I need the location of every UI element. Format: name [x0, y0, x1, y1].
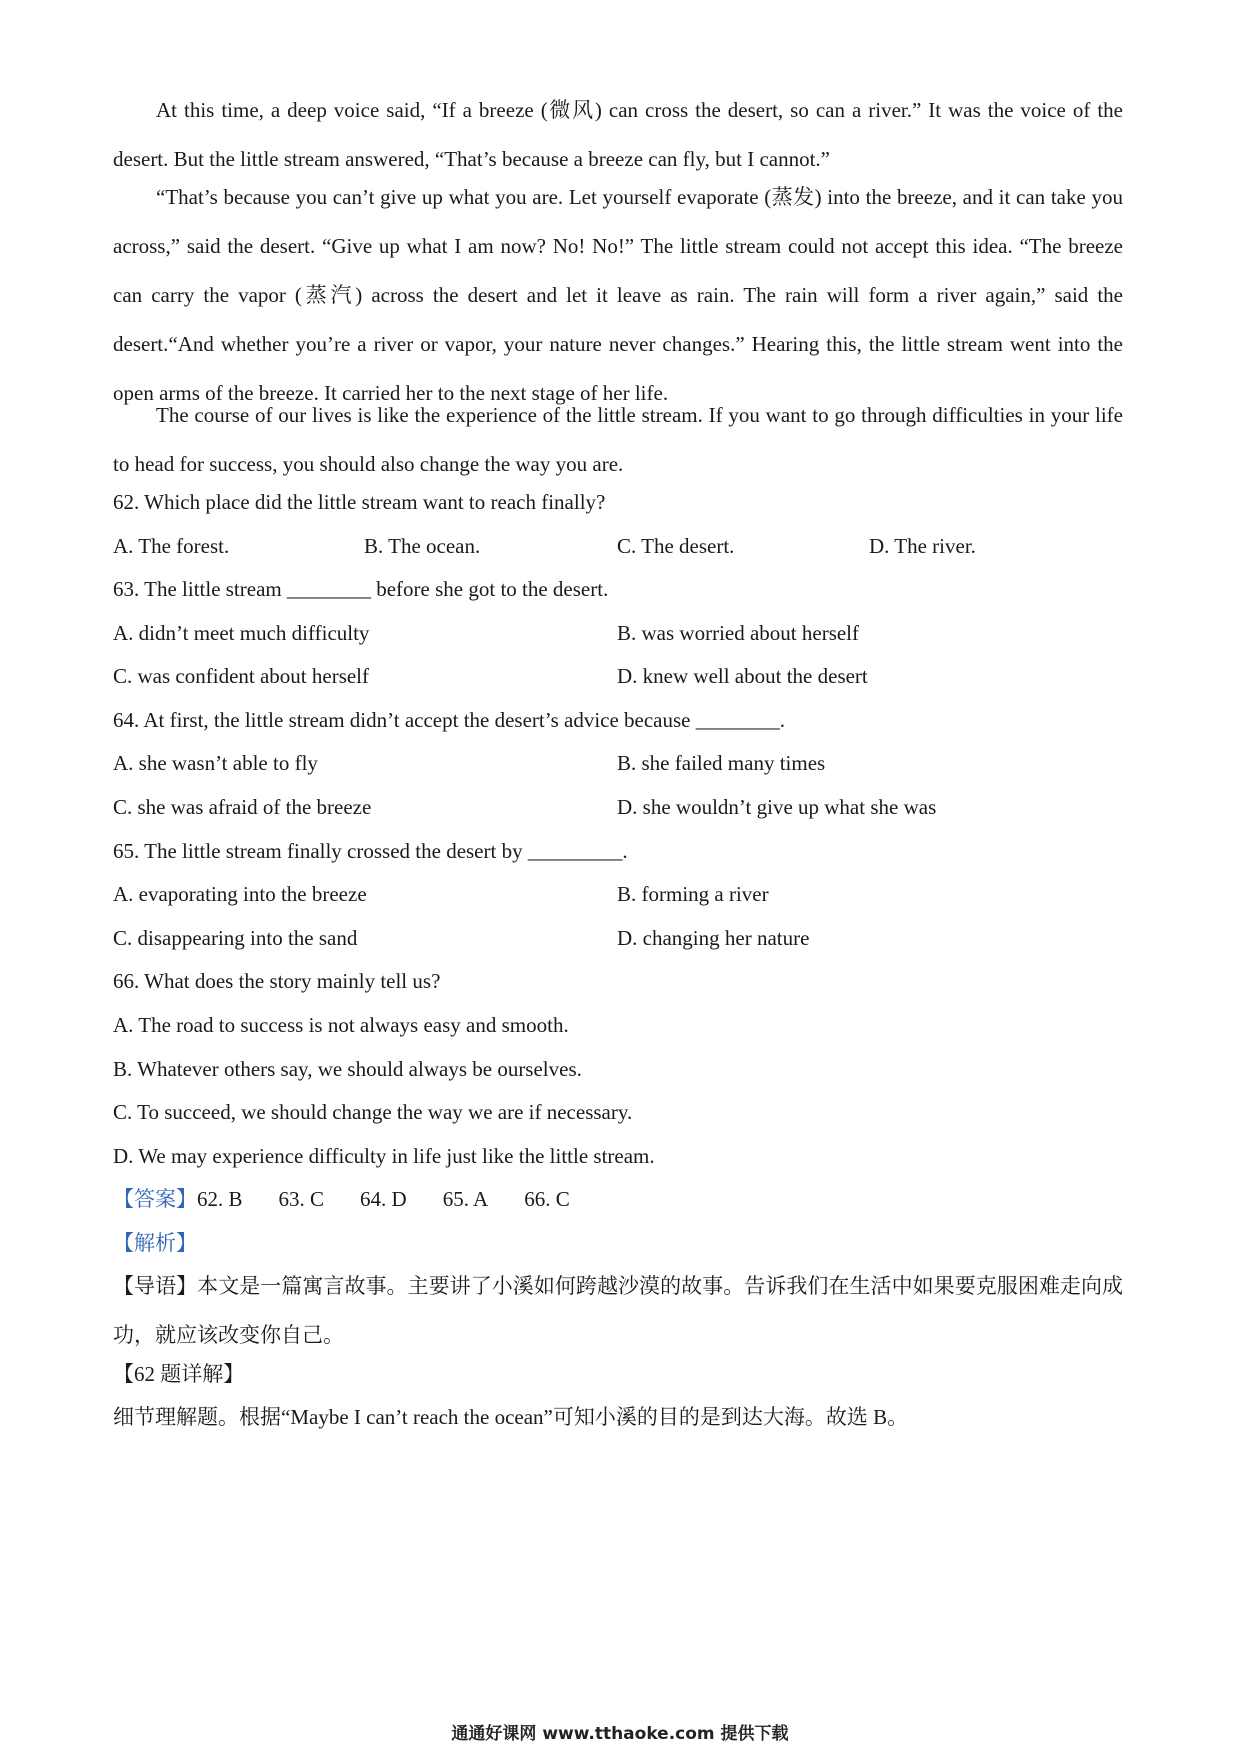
question-62-option-a: A. The forest. [113, 534, 230, 558]
answer-item-62: 62. B [197, 1187, 243, 1211]
analysis-intro: 【导语】本文是一篇寓言故事。主要讲了小溪如何跨越沙漠的故事。告诉我们在生活中如果要克服困难走向成功，就应该改变你自己。 [113, 1274, 1123, 1347]
question-63-stem: 63. The little stream ________ before she got to the desert. [113, 577, 609, 601]
question-63-option-a: A. didn’t meet much difficulty [113, 621, 370, 645]
question-62-option-b: B. The ocean. [364, 534, 481, 558]
question-64-option-b: B. she failed many times [617, 751, 826, 775]
passage-paragraph-3: The course of our lives is like the experience of the little stream. If you want to go through difficulties in your life to head for success, you should also change the way you are. [113, 403, 1123, 476]
question-62-option-c: C. The desert. [617, 534, 735, 558]
question-66-option-c: C. To succeed, we should change the way we are if necessary. [113, 1100, 633, 1124]
answer-item-65: 65. A [442, 1187, 489, 1211]
passage-paragraph-2: “That’s because you can’t give up what you are. Let yourself evaporate (蒸发) into the breeze, and it can take you across,” said the desert. “Give up what I am now? No! No!” The little stream could not accept this idea. “The breeze can carry the vapor (蒸汽) across the desert and let it leave as rain. The rain will form a river again,” said the desert.“And whether you’re a river or vapor, your nature never changes.” Hearing this, the little stream went into the open arms of the breeze. It carried her to the next stage of her life. [113, 185, 1123, 405]
question-64-stem: 64. At first, the little stream didn’t accept the desert’s advice because ________. [113, 708, 785, 732]
answer-label: 【答案】 [113, 1187, 197, 1211]
question-62-option-d: D. The river. [869, 534, 976, 558]
q62-explanation-heading: 【62 题详解】 [113, 1362, 245, 1386]
q62-explanation-text: 细节理解题。根据“Maybe I can’t reach the ocean”可知小溪的目的是到达大海。故选 B。 [113, 1405, 909, 1429]
answer-item-63: 63. C [278, 1187, 325, 1211]
question-65-stem: 65. The little stream finally crossed the desert by _________. [113, 839, 628, 863]
question-63-option-b: B. was worried about herself [617, 621, 860, 645]
question-64-option-c: C. she was afraid of the breeze [113, 795, 372, 819]
question-62-stem: 62. Which place did the little stream want to reach finally? [113, 490, 606, 514]
question-63-option-d: D. knew well about the desert [617, 664, 868, 688]
question-63-option-c: C. was confident about herself [113, 664, 370, 688]
question-65-option-d: D. changing her nature [617, 926, 810, 950]
question-64-option-a: A. she wasn’t able to fly [113, 751, 318, 775]
question-65-option-c: C. disappearing into the sand [113, 926, 358, 950]
question-66-option-d: D. We may experience difficulty in life just like the little stream. [113, 1144, 655, 1168]
question-65-option-b: B. forming a river [617, 882, 769, 906]
question-66-option-b: B. Whatever others say, we should always be ourselves. [113, 1057, 582, 1081]
answer-item-64: 64. D [360, 1187, 407, 1211]
question-65-option-a: A. evaporating into the breeze [113, 882, 367, 906]
page-footer: 通通好课网 www.tthaoke.com 提供下载 [451, 1724, 789, 1744]
answer-key [113, 1175, 606, 1224]
answer-item-66: 66. C [524, 1187, 570, 1211]
question-66-option-a: A. The road to success is not always easy and smooth. [113, 1013, 569, 1037]
analysis-label: 【解析】 [113, 1231, 197, 1255]
question-66-stem: 66. What does the story mainly tell us? [113, 969, 441, 993]
passage-paragraph-1: At this time, a deep voice said, “If a breeze (微风) can cross the desert, so can a river.” It was the voice of the desert. But the little stream answered, “That’s because a breeze can fly, but I cannot.” [113, 98, 1123, 171]
question-64-option-d: D. she wouldn’t give up what she was [617, 795, 937, 819]
